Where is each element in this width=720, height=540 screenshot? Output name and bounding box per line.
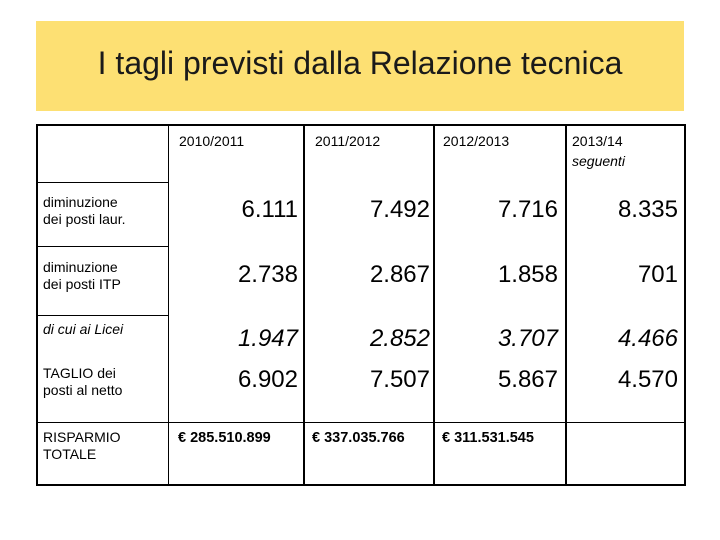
value-cell: 3.707 xyxy=(497,325,558,352)
value-cell: 6.902 xyxy=(237,366,298,393)
savings-cell: € 337.035.766 xyxy=(312,430,405,446)
value-cell: 701 xyxy=(637,261,678,288)
value-cell: 2.867 xyxy=(369,261,430,288)
value-cell: 4.570 xyxy=(617,366,678,393)
year-header: 2011/2012 xyxy=(315,133,381,149)
value-cell: 2.852 xyxy=(369,325,430,352)
row-label: di cui ai Licei xyxy=(43,321,124,337)
value-cell: 6.111 xyxy=(241,196,298,223)
value-cell: 4.466 xyxy=(617,325,678,352)
title-banner xyxy=(36,21,684,111)
grid-line xyxy=(433,126,435,484)
year-header-sub: seguenti xyxy=(572,153,625,169)
savings-cell: € 285.510.899 xyxy=(178,430,271,446)
grid-line xyxy=(38,182,168,183)
value-cell: 5.867 xyxy=(497,366,558,393)
value-cell: 7.492 xyxy=(369,196,430,223)
year-header: 2013/14 xyxy=(572,133,623,149)
row-label: RISPARMIO TOTALE xyxy=(43,429,121,462)
row-label: TAGLIO dei posti al netto xyxy=(43,365,123,398)
savings-cell: € 311.531.545 xyxy=(442,430,534,446)
grid-line xyxy=(303,126,305,484)
value-cell: 2.738 xyxy=(237,261,298,288)
row-label: diminuzione dei posti ITP xyxy=(43,259,121,292)
year-header: 2010/2011 xyxy=(179,133,245,149)
year-header: 2012/2013 xyxy=(443,133,510,149)
value-cell: 7.507 xyxy=(369,366,430,393)
grid-line xyxy=(38,315,168,316)
cuts-table xyxy=(36,124,686,486)
grid-line xyxy=(168,126,169,484)
grid-line xyxy=(38,422,686,423)
value-cell: 8.335 xyxy=(617,196,678,223)
value-cell: 1.947 xyxy=(237,325,298,352)
grid-line xyxy=(565,126,567,484)
row-label: diminuzione dei posti laur. xyxy=(43,194,126,227)
grid-line xyxy=(38,246,168,247)
value-cell: 1.858 xyxy=(497,261,558,288)
value-cell: 7.716 xyxy=(497,196,558,223)
slide-title: I tagli previsti dalla Relazione tecnica xyxy=(97,44,623,81)
